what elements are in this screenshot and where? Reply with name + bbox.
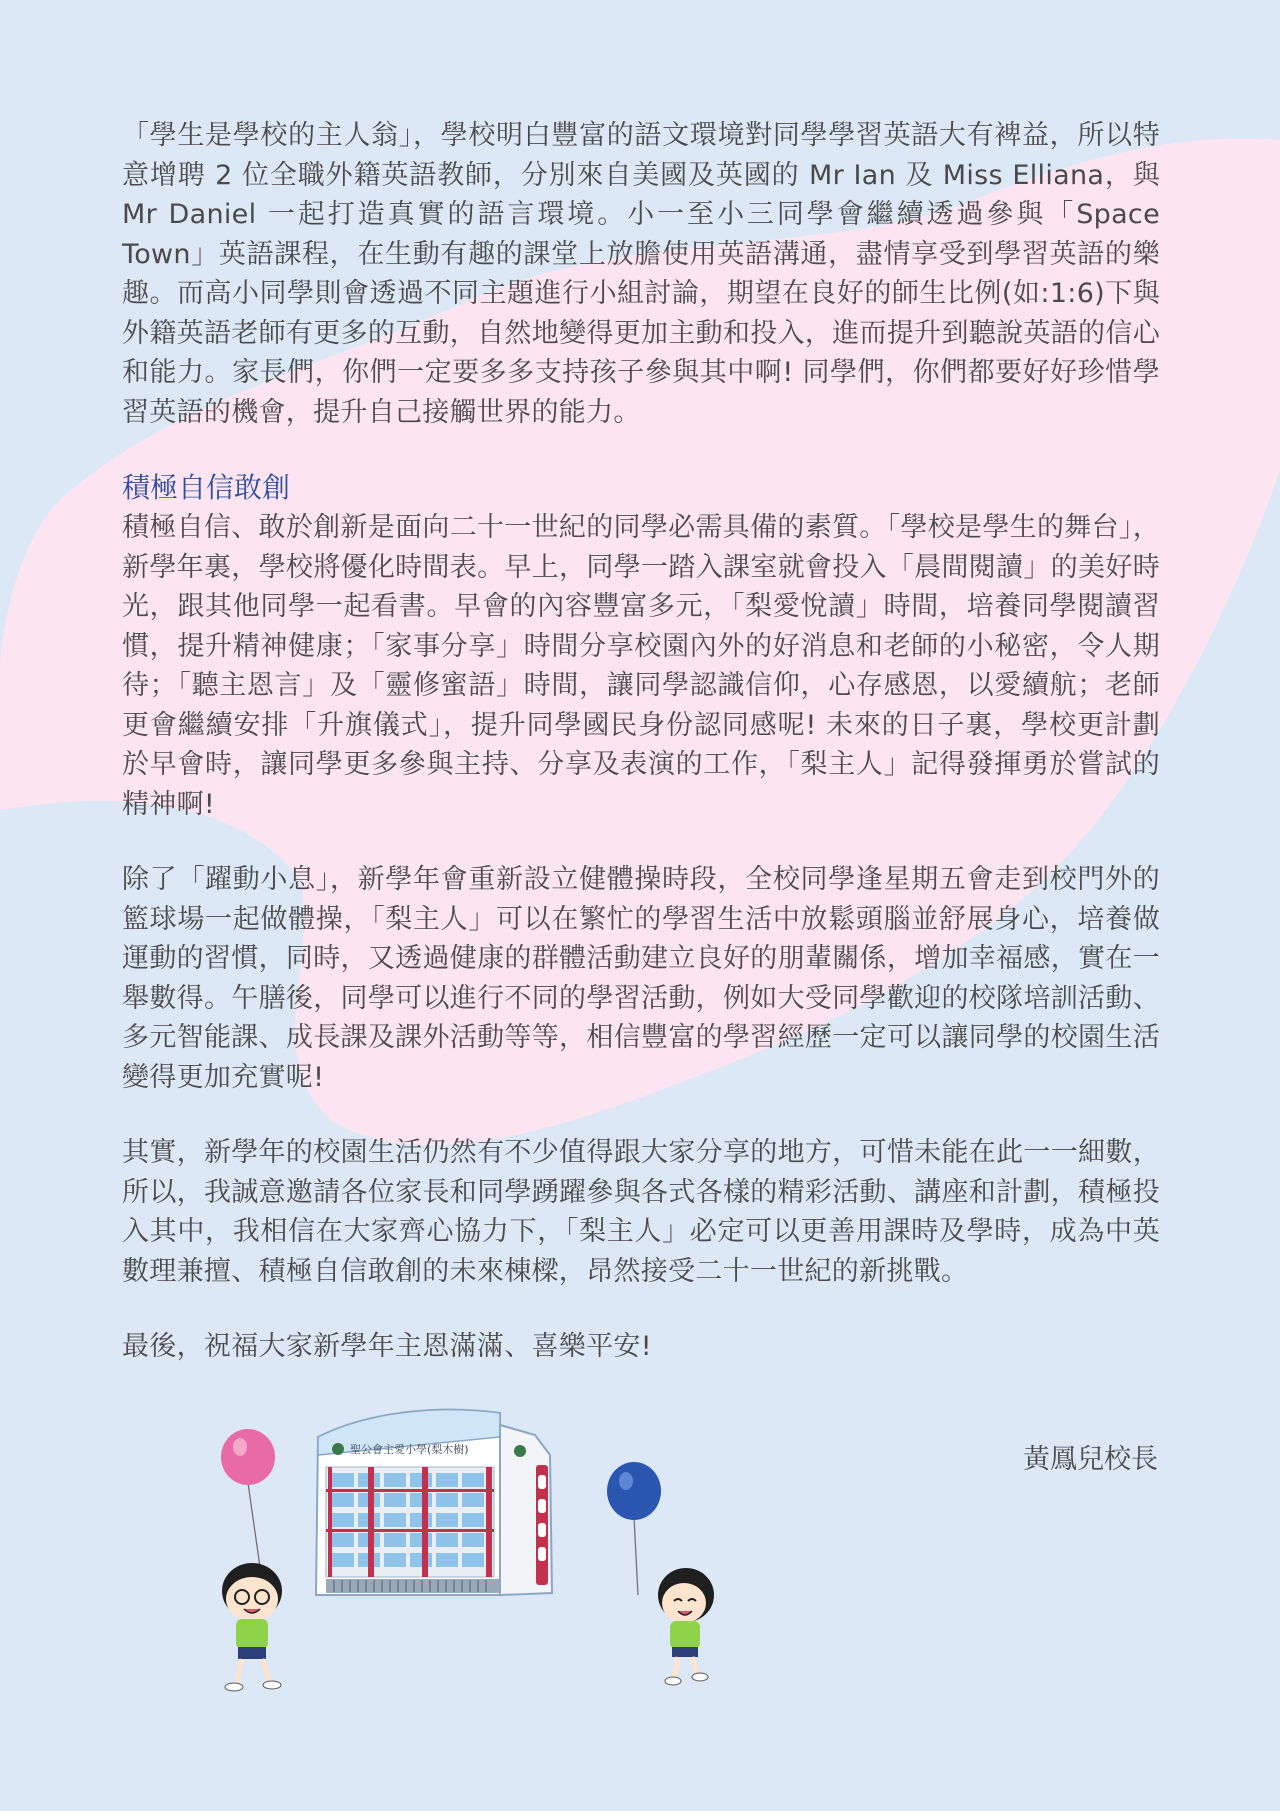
building-sign-text: 聖公會主愛小學(梨木樹) <box>350 1443 469 1456</box>
blue-balloon-icon <box>607 1462 661 1595</box>
paragraph-confidence: 積極自信、敢於創新是面向二十一世紀的同學必需具備的素質。「學校是學生的舞台」，新學年裏，學校將優化時間表。早上，同學一踏入課室就會投入「晨間閱讀」的美好時光，跟其他同學一起看書。早會的內容豐富多元，「梨愛悅讀」時間，培養同學閱讀習慣，提升精神健康；「家事分享」時間分享校園內外的好消息和老師的小秘密，令人期待；「聽主恩言」及「靈修蜜語」時間，讓同學認識信仰，心存感恩，以愛續航；老師更會繼續安排「升旗儀式」，提升同學國民身份認同感呢! 未來的日子裏，學校更計劃於早會時，讓同學更多參與主持、分享及表演的工作，「梨主人」記得發揮勇於嘗試的精神啊! <box>122 512 1160 820</box>
principal-signature: 黃鳳兒校長 <box>1023 1444 1158 1475</box>
pink-balloon-icon <box>221 1429 275 1581</box>
boy-cartoon-icon <box>222 1563 282 1691</box>
school-building-icon <box>316 1410 552 1595</box>
section-heading: 積極自信敢創 <box>122 471 291 504</box>
paragraph-invitation: 其實，新學年的校園生活仍然有不少值得跟大家分享的地方，可惜未能在此一一細數，所以，我誠意邀請各位家長和同學踴躍參與各式各樣的精彩活動、講座和計劃，積極投入其中，我相信在大家齊心協力下，「梨主人」必定可以更善用課時及學時，成為中英數理兼擅、積極自信敢創的未來棟樑，昂然接受二十一世紀的新挑戰。 <box>122 1137 1160 1287</box>
school-illustration <box>200 1395 760 1715</box>
paragraph-activities: 除了「躍動小息」，新學年會重新設立健體操時段，全校同學逢星期五會走到校門外的籃球場一起做體操，「梨主人」可以在繁忙的學習生活中放鬆頭腦並舒展身心，培養做運動的習慣，同時，又透過健康的群體活動建立良好的朋輩關係，增加幸福感，實在一舉數得。午膳後，同學可以進行不同的學習活動，例如大受同學歡迎的校隊培訓活動、多元智能課、成長課及課外活動等等，相信豐富的學習經歷一定可以讓同學的校園生活變得更加充實呢! <box>122 864 1160 1093</box>
paragraph-english-environment: 「學生是學校的主人翁」，學校明白豐富的語文環境對同學學習英語大有裨益，所以特意增聘 2 位全職外籍英語教師，分別來自美國及英國的 Mr Ian 及 Miss Elliana，與 Mr Daniel 一起打造真實的語言環境。小一至小三同學會繼續透過參與「Space Town」英語課程，在生動有趣的課堂上放膽使用英語溝通，盡情享受到學習英語的樂趣。而高小同學則會透過不同主題進行小組討論，期望在良好的師生比例(如:1:6)下與外籍英語老師有更多的互動，自然地變得更加主動和投入，進而提升到聽說英語的信心和能力。家長們，你們一定要多多支持孩子參與其中啊! 同學們，你們都要好好珍惜學習英語的機會，提升自己接觸世界的能力。 <box>122 120 1160 428</box>
letter-body <box>122 116 1160 1367</box>
paragraph-blessing: 最後，祝福大家新學年主恩滿滿、喜樂平安! <box>122 1331 652 1362</box>
girl-cartoon-icon <box>658 1568 714 1685</box>
